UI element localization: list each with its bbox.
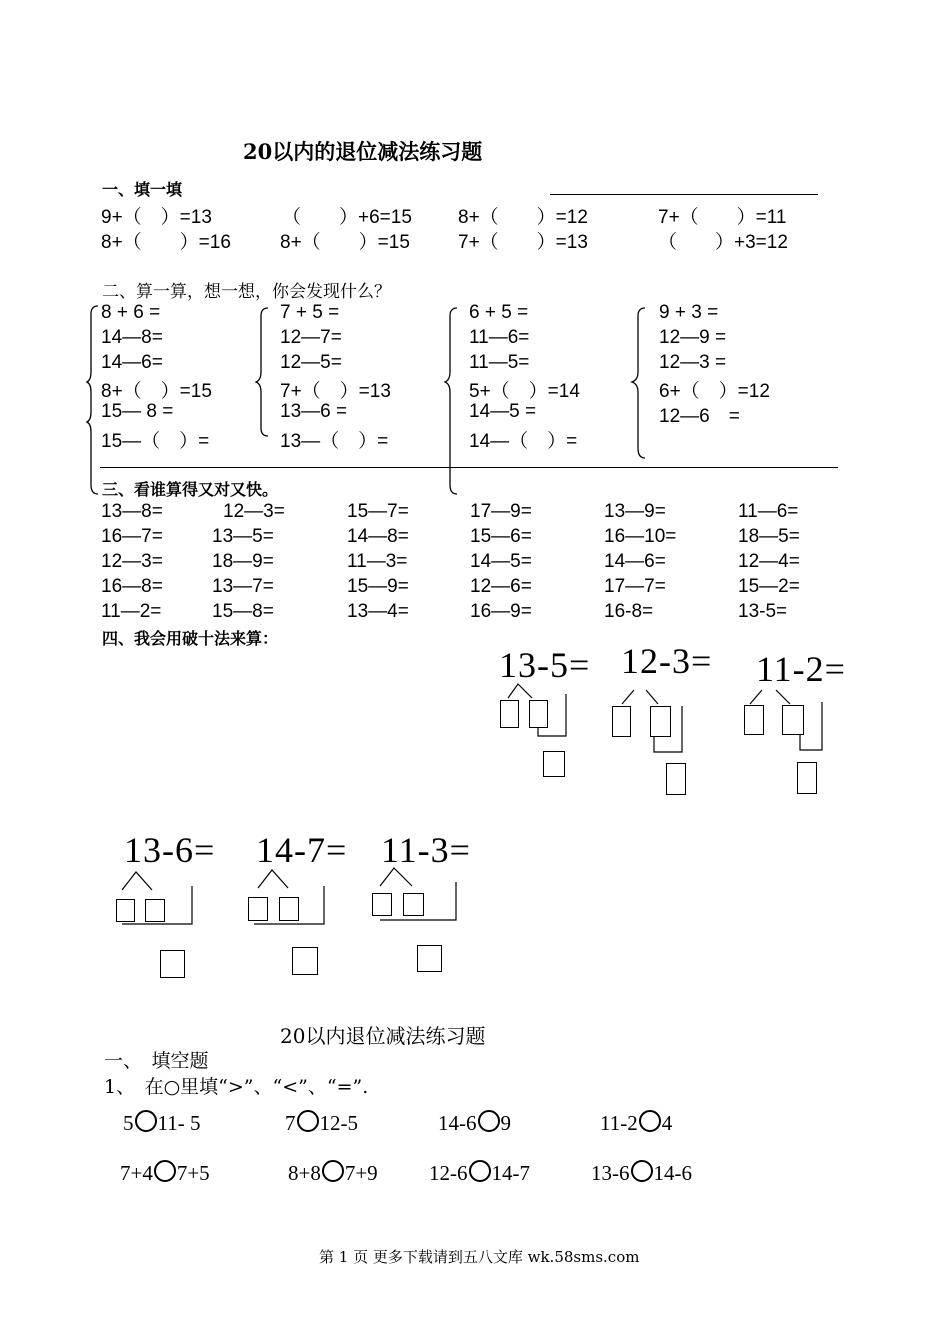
quick-calc-item: 16—7= [101,526,163,547]
quick-calc-item: 12—3= [223,501,285,522]
answer-box[interactable] [417,945,442,972]
compare-item [429,1160,530,1186]
calc-item: 8 + 6 = [101,302,161,323]
compare-circle[interactable] [322,1160,344,1182]
break-ten-expression: 13-6= [124,830,216,870]
quick-calc-item: 11—2= [101,601,162,622]
compare-right: 4 [661,1111,673,1135]
answer-box[interactable] [279,897,299,921]
calc-item: 12—5= [280,352,342,373]
quick-calc-item: 11—6= [738,501,799,522]
quick-calc-item: 16—8= [101,576,163,597]
quick-calc-item: 13—4= [347,601,409,622]
brace-group-4 [630,300,648,465]
calc-item: 12—3 = [659,352,727,373]
calc-item: 14—5 = [469,401,537,422]
compare-circle[interactable] [631,1160,653,1182]
answer-box[interactable] [744,705,764,735]
answer-box[interactable] [160,950,185,978]
compare-circle[interactable] [297,1110,319,1132]
quick-calc-item: 13—7= [212,576,274,597]
compare-item [285,1110,358,1136]
compare-right: 14-7 [491,1161,530,1185]
calc-item: 5+（ ）=14 [469,381,580,402]
break-ten-expression: 12-3= [621,641,713,681]
calc-item: 15— 8 = [101,401,174,422]
quick-calc-item: 16-8= [604,601,654,622]
calc-item: 13—（ ）= [280,431,389,452]
answer-box[interactable] [116,899,135,922]
calc-item: 15—（ ）= [101,431,210,452]
compare-item [600,1110,672,1136]
fill-item: 7+（ ）=11 [658,207,787,228]
quick-calc-item: 17—7= [604,576,666,597]
quick-calc-item: 15—7= [347,501,409,522]
calc-item: 9 + 3 = [659,302,719,323]
calc-item: 11—6= [469,327,530,348]
quick-calc-item: 16—10= [604,526,677,547]
answer-box[interactable] [782,705,804,735]
fill-item: （ ）+3=12 [658,232,788,253]
quick-calc-item: 13—5= [212,526,274,547]
brace-group-2 [255,300,271,450]
quick-calc-item: 18—5= [738,526,800,547]
calc-item: 7+（ ）=13 [280,381,391,402]
answer-box[interactable] [500,700,519,728]
compare-left: 12-6 [429,1161,468,1185]
quick-calc-item: 14—8= [347,526,409,547]
quick-calc-item: 15—6= [470,526,532,547]
quick-calc-item: 12—3= [101,551,163,572]
compare-circle[interactable] [154,1160,176,1182]
quick-calc-item: 14—6= [604,551,666,572]
section3-heading: 三、看谁算得又对又快。 [102,480,279,499]
worksheet2-instruction: 1、 在○里填“>”、“<”、“=”. [104,1076,369,1098]
quick-calc-item: 16—9= [470,601,532,622]
answer-box[interactable] [650,706,671,737]
answer-box[interactable] [372,893,392,916]
compare-right: 12-5 [319,1111,358,1135]
compare-item [438,1110,511,1136]
compare-circle[interactable] [478,1110,500,1132]
break-ten-expression: 14-7= [256,830,348,870]
compare-circle[interactable] [639,1110,661,1132]
compare-right: 11- 5 [157,1111,201,1135]
calc-item: 6+（ ）=12 [659,381,770,402]
compare-left: 14-6 [438,1111,477,1135]
answer-box[interactable] [797,762,817,794]
section4-heading: 四、我会用破十法来算： [102,629,279,648]
calc-item: 12—6 = [659,406,740,427]
divider [550,194,818,195]
quick-calc-item: 15—2= [738,576,800,597]
answer-box[interactable] [145,899,165,922]
break-ten-expression: 13-5= [499,645,591,685]
quick-calc-item: 11—3= [347,551,408,572]
compare-left: 5 [123,1111,134,1135]
answer-box[interactable] [666,763,686,795]
brace-group-3 [444,300,460,500]
fill-item: 8+（ ）=15 [280,232,410,253]
calc-item: 8+（ ）=15 [101,381,212,402]
calc-item: 12—9 = [659,327,727,348]
calc-item: 14—（ ）= [469,431,578,452]
compare-right: 9 [500,1111,511,1135]
quick-calc-item: 15—8= [212,601,274,622]
page-title: 20以内的退位减法练习题 [243,139,483,164]
calc-item: 11—5= [469,352,530,373]
quick-calc-item: 12—6= [470,576,532,597]
compare-item [591,1160,692,1186]
compare-item [120,1160,210,1186]
answer-box[interactable] [543,751,565,777]
divider [100,467,838,468]
compare-item [123,1110,200,1136]
compare-left: 7+4 [120,1161,153,1185]
worksheet2-title: 20以内退位减法练习题 [280,1024,486,1048]
calc-item: 13—6 = [280,401,348,422]
calc-item: 7 + 5 = [280,302,340,323]
brace-group-1 [86,300,102,500]
compare-right: 7+9 [344,1161,378,1185]
compare-left: 11-2 [600,1111,638,1135]
calc-item: 12—7= [280,327,342,348]
break-ten-expression: 11-2= [756,649,846,689]
quick-calc-item: 17—9= [470,501,532,522]
answer-box[interactable] [403,893,424,916]
compare-right: 14-6 [653,1161,692,1185]
quick-calc-item: 15—9= [347,576,409,597]
quick-calc-item: 12—4= [738,551,800,572]
compare-circle[interactable] [135,1110,157,1132]
calc-item: 14—6= [101,352,163,373]
break-ten-expression: 11-3= [381,830,471,870]
section1-heading: 一、填一填 [102,180,183,199]
compare-item [288,1160,378,1186]
answer-box[interactable] [292,947,318,975]
fill-item: 9+（ ）=13 [101,207,212,228]
calc-item: 6 + 5 = [469,302,529,323]
compare-left: 13-6 [591,1161,630,1185]
fill-item: 8+（ ）=16 [101,232,231,253]
quick-calc-item: 14—5= [470,551,532,572]
quick-calc-item: 13—8= [101,501,163,522]
compare-left: 8+8 [288,1161,321,1185]
fill-item: 7+（ ）=13 [458,232,588,253]
quick-calc-item: 18—9= [212,551,274,572]
answer-box[interactable] [248,897,268,921]
quick-calc-item: 13—9= [604,501,666,522]
worksheet2-section-heading: 一、 填空题 [104,1050,209,1072]
answer-box[interactable] [612,706,631,737]
compare-right: 7+5 [176,1161,210,1185]
fill-item: 8+（ ）=12 [458,207,588,228]
compare-left: 7 [285,1111,296,1135]
compare-circle[interactable] [469,1160,491,1182]
answer-box[interactable] [529,700,548,728]
quick-calc-item: 13-5= [738,601,788,622]
calc-item: 14—8= [101,327,163,348]
section2-heading: 二、算一算，想一想，你会发现什么？ [102,282,391,302]
fill-item: （ ）+6=15 [282,207,412,228]
page-footer: 第 1 页 更多下载请到五八文库 wk.58sms.com [319,1248,640,1266]
